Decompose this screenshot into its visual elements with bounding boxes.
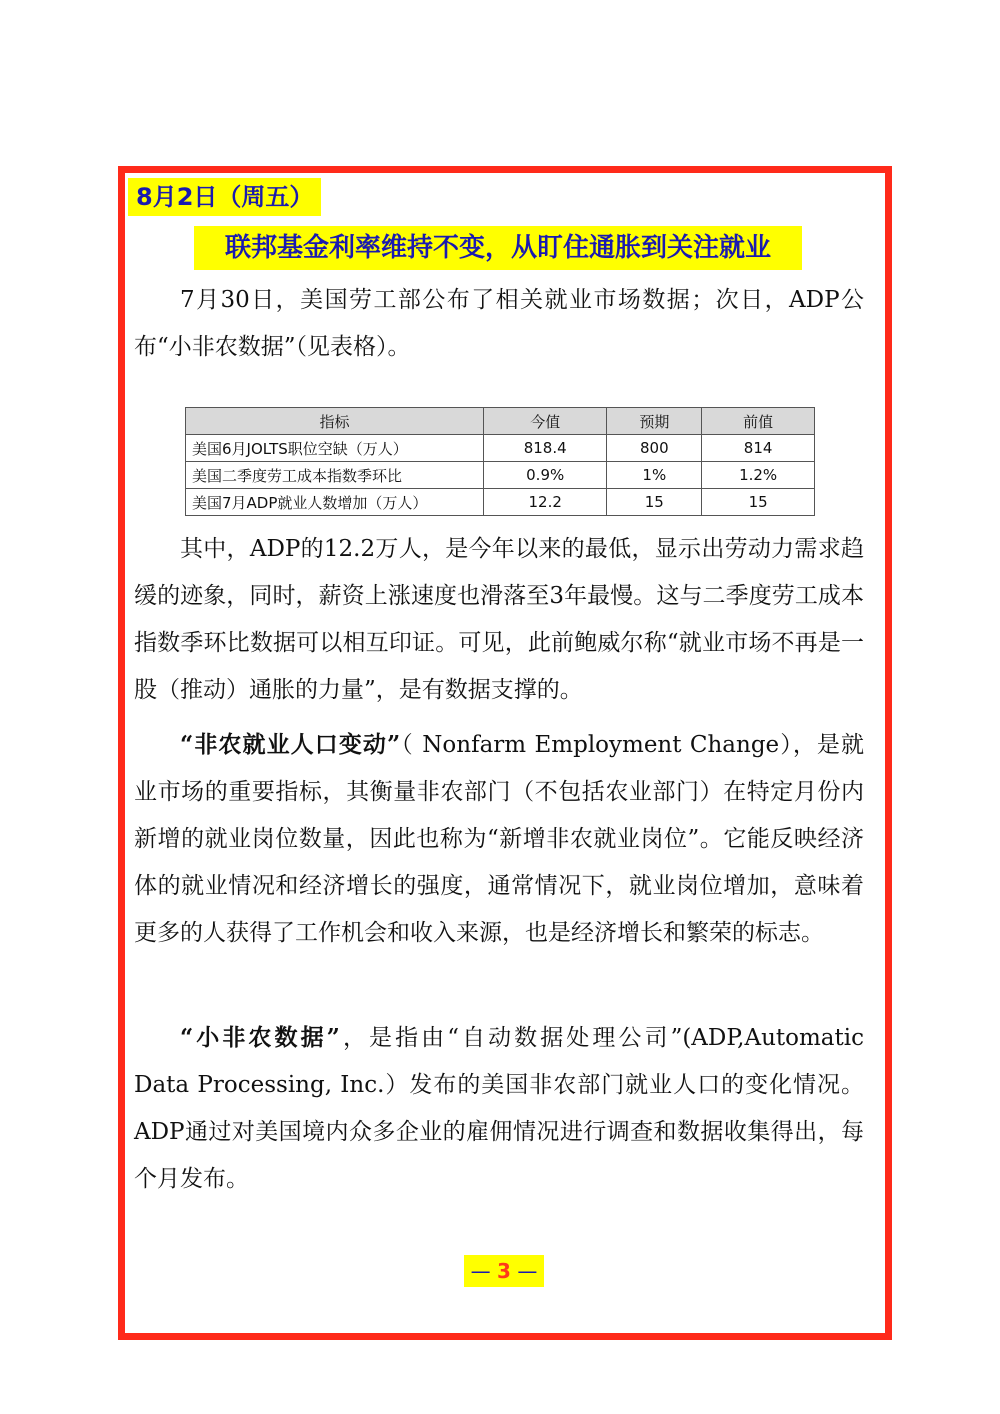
table-cell: 0.9% (484, 462, 607, 489)
intro-text: 7月30日，美国劳工部公布了相关就业市场数据；次日，ADP公布“小非农数据”（见表格）。 (134, 287, 864, 360)
table-cell: 818.4 (484, 435, 607, 462)
page-dash-left: — (470, 1259, 491, 1283)
table-cell: 1% (607, 462, 702, 489)
page-dash-right: — (517, 1259, 538, 1283)
column-header-indicator: 指标 (186, 408, 484, 435)
adp-text: ，是指由“自动数据处理公司”(ADP,Automatic Data Processing, Inc.）发布的美国非农部门就业人口的变化情况。ADP通过对美国境内众多企业的雇佣情况进行调查和数据收集得出，每个月发布。 (134, 1025, 864, 1192)
column-header-previous: 前值 (702, 408, 815, 435)
table-row (186, 489, 815, 516)
table-cell: 814 (702, 435, 815, 462)
table-cell: 800 (607, 435, 702, 462)
analysis-text: 其中，ADP的12.2万人，是今年以来的最低，显示出劳动力需求趋缓的迹象，同时，薪资上涨速度也滑落至3年最慢。这与二季度劳工成本指数季环比数据可以相互印证。可见，此前鲍威尔称“就业市场不再是一股（推动）通胀的力量”，是有数据支撑的。 (134, 536, 864, 703)
column-header-actual: 今值 (484, 408, 607, 435)
table-cell: 12.2 (484, 489, 607, 516)
nonfarm-paragraph (134, 721, 864, 957)
page-number-value: 3 (497, 1259, 511, 1283)
article-title: 联邦基金利率维持不变，从盯住通胀到关注就业 (194, 226, 802, 270)
adp-paragraph (134, 1014, 864, 1203)
nonfarm-term: “非农就业人口变动” (180, 731, 401, 758)
nonfarm-text: （ Nonfarm Employment Change），是就业市场的重要指标，其衡量非农部门（不包括农业部门）在特定月份内新增的就业岗位数量，因此也称为“新增非农就业岗位”。它能反映经济体的就业情况和经济增长的强度，通常情况下，就业岗位增加，意味着更多的人获得了工作机会和收入来源，也是经济增长和繁荣的标志。 (134, 732, 864, 946)
analysis-paragraph (134, 526, 864, 714)
table-cell: 美国二季度劳工成本指数季环比 (186, 462, 484, 489)
table-cell: 美国6月JOLTS职位空缺（万人） (186, 435, 484, 462)
table-cell: 15 (702, 489, 815, 516)
table-row (186, 435, 815, 462)
page-number (464, 1255, 544, 1287)
table-header-row (186, 408, 815, 435)
adp-term: “小非农数据” (180, 1024, 340, 1051)
table-row (186, 462, 815, 489)
column-header-forecast: 预期 (607, 408, 702, 435)
table-cell: 1.2% (702, 462, 815, 489)
intro-paragraph (134, 277, 864, 371)
data-table (185, 407, 815, 516)
table-cell: 美国7月ADP就业人数增加（万人） (186, 489, 484, 516)
table-cell: 15 (607, 489, 702, 516)
date-heading: 8月2日（周五） (128, 178, 321, 216)
